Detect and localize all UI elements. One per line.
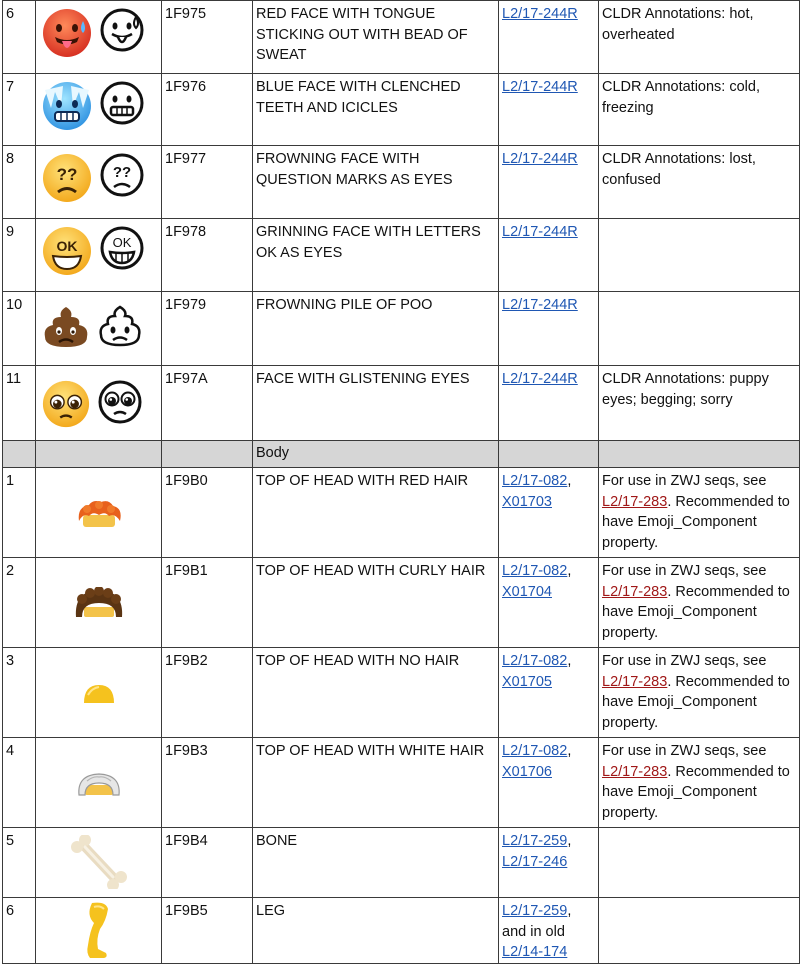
emoji-images bbox=[36, 292, 162, 366]
emoji-proposal-table bbox=[2, 0, 800, 964]
emoji-images bbox=[36, 219, 162, 292]
row-number: 6 bbox=[3, 1, 36, 74]
annotation-note bbox=[599, 219, 800, 292]
annotation-note: For use in ZWJ seqs, see L2/17-283. Recommended to have Emoji_Component property. bbox=[599, 558, 800, 648]
character-name: LEG bbox=[253, 898, 499, 964]
code-point: 1F978 bbox=[162, 219, 253, 292]
emoji-images bbox=[36, 738, 162, 828]
row-number: 7 bbox=[3, 74, 36, 146]
document-links: L2/17-259, and in old L2/14-174 bbox=[499, 898, 599, 964]
table-row bbox=[3, 366, 800, 441]
row-number: 8 bbox=[3, 146, 36, 219]
table-row bbox=[3, 146, 800, 219]
character-name: BLUE FACE WITH CLENCHED TEETH AND ICICLES bbox=[253, 74, 499, 146]
table-row bbox=[3, 648, 800, 738]
cold-face-icon bbox=[41, 80, 93, 132]
document-link-cell bbox=[499, 1, 599, 74]
row-number: 3 bbox=[3, 648, 36, 738]
code-point: 1F9B1 bbox=[162, 558, 253, 648]
annotation-note bbox=[599, 292, 800, 366]
document-link-cell bbox=[499, 146, 599, 219]
emoji-images bbox=[36, 558, 162, 648]
annotation-note: CLDR Annotations: lost, confused bbox=[599, 146, 800, 219]
document-link[interactable]: L2/17-244R bbox=[502, 297, 578, 313]
code-point: 1F979 bbox=[162, 292, 253, 366]
document-link[interactable]: L2/17-244R bbox=[502, 224, 578, 240]
code-point: 1F97A bbox=[162, 366, 253, 441]
code-point: 1F9B4 bbox=[162, 828, 253, 898]
character-name: RED FACE WITH TONGUE STICKING OUT WITH BEAD OF SWEAT bbox=[253, 1, 499, 74]
red-hair-icon bbox=[75, 499, 123, 529]
document-link[interactable]: X01706 bbox=[502, 763, 552, 780]
document-link[interactable]: L2/17-259 bbox=[502, 833, 568, 849]
table-row bbox=[3, 898, 800, 964]
row-number: 5 bbox=[3, 828, 36, 898]
emoji-images bbox=[36, 828, 162, 898]
svg-text:OK: OK bbox=[56, 238, 78, 254]
annotation-note bbox=[599, 828, 800, 898]
table-row bbox=[3, 219, 800, 292]
code-point: 1F9B0 bbox=[162, 468, 253, 558]
document-link[interactable]: X01705 bbox=[502, 673, 552, 690]
confused-face-outline-icon bbox=[99, 152, 145, 198]
section-header-row bbox=[3, 441, 800, 468]
character-name: GRINNING FACE WITH LETTERS OK AS EYES bbox=[253, 219, 499, 292]
annotation-note: CLDR Annotations: hot, overheated bbox=[599, 1, 800, 74]
document-link[interactable]: L2/17-244R bbox=[502, 79, 578, 95]
row-number: 9 bbox=[3, 219, 36, 292]
ok-eyes-face-outline-icon bbox=[99, 225, 145, 271]
code-point: 1F9B5 bbox=[162, 898, 253, 964]
white-hair-icon bbox=[77, 771, 121, 797]
document-link[interactable]: L2/17-082 bbox=[502, 563, 568, 579]
document-links: L2/17-082, X01703 bbox=[499, 468, 599, 558]
document-link[interactable]: X01703 bbox=[502, 493, 552, 510]
emoji-images bbox=[36, 1, 162, 74]
document-link[interactable]: X01704 bbox=[502, 583, 552, 600]
document-link[interactable]: L2/17-082 bbox=[502, 653, 568, 669]
code-point: 1F976 bbox=[162, 74, 253, 146]
row-number: 6 bbox=[3, 898, 36, 964]
character-name: TOP OF HEAD WITH CURLY HAIR bbox=[253, 558, 499, 648]
character-name: FROWNING PILE OF POO bbox=[253, 292, 499, 366]
document-link[interactable]: L2/17-082 bbox=[502, 473, 568, 489]
svg-text:??: ?? bbox=[56, 165, 78, 184]
document-link-cell bbox=[499, 219, 599, 292]
annotation-note: For use in ZWJ seqs, see L2/17-283. Recommended to have Emoji_Component property. bbox=[599, 468, 800, 558]
emoji-images bbox=[36, 366, 162, 441]
svg-text:??: ?? bbox=[112, 164, 132, 181]
table-row bbox=[3, 828, 800, 898]
zwj-reference-link[interactable]: L2/17-283 bbox=[602, 493, 668, 510]
zwj-reference-link[interactable]: L2/17-283 bbox=[602, 763, 668, 780]
leg-icon bbox=[82, 901, 116, 959]
table-row bbox=[3, 74, 800, 146]
pile-of-poo-outline-icon bbox=[97, 303, 143, 349]
hot-face-outline-icon bbox=[99, 7, 145, 53]
emoji-images bbox=[36, 468, 162, 558]
ok-eyes-face-icon bbox=[41, 225, 93, 277]
table-row bbox=[3, 292, 800, 366]
confused-face-icon bbox=[41, 152, 93, 204]
annotation-note: For use in ZWJ seqs, see L2/17-283. Recommended to have Emoji_Component property. bbox=[599, 648, 800, 738]
zwj-reference-link[interactable]: L2/17-283 bbox=[602, 673, 668, 690]
table-row bbox=[3, 558, 800, 648]
emoji-images bbox=[36, 74, 162, 146]
document-link[interactable]: L2/17-244R bbox=[502, 6, 578, 22]
document-link[interactable]: L2/17-246 bbox=[502, 853, 568, 870]
hot-face-icon bbox=[41, 7, 93, 59]
annotation-note: CLDR Annotations: puppy eyes; begging; sorry bbox=[599, 366, 800, 441]
document-links: L2/17-082, X01706 bbox=[499, 738, 599, 828]
row-number: 2 bbox=[3, 558, 36, 648]
emoji-images bbox=[36, 898, 162, 964]
document-link[interactable]: L2/17-244R bbox=[502, 151, 578, 167]
annotation-note bbox=[599, 898, 800, 964]
character-name: TOP OF HEAD WITH WHITE HAIR bbox=[253, 738, 499, 828]
table-row bbox=[3, 468, 800, 558]
svg-text:OK: OK bbox=[112, 235, 132, 250]
document-link[interactable]: L2/14-174 bbox=[502, 944, 568, 960]
cold-face-outline-icon bbox=[99, 80, 145, 126]
document-link[interactable]: L2/17-259 bbox=[502, 903, 568, 919]
table-row bbox=[3, 1, 800, 74]
table-row bbox=[3, 738, 800, 828]
document-link-cell bbox=[499, 74, 599, 146]
document-links: L2/17-082, X01705 bbox=[499, 648, 599, 738]
pleading-face-icon bbox=[41, 379, 91, 429]
character-name: BONE bbox=[253, 828, 499, 898]
row-number: 4 bbox=[3, 738, 36, 828]
zwj-reference-link[interactable]: L2/17-283 bbox=[602, 583, 668, 600]
document-link[interactable]: L2/17-082 bbox=[502, 743, 568, 759]
section-title: Body bbox=[253, 441, 499, 468]
emoji-images bbox=[36, 648, 162, 738]
document-links: L2/17-082, X01704 bbox=[499, 558, 599, 648]
document-link-cell bbox=[499, 292, 599, 366]
character-name: FROWNING FACE WITH QUESTION MARKS AS EYES bbox=[253, 146, 499, 219]
code-point: 1F977 bbox=[162, 146, 253, 219]
document-links: L2/17-259, L2/17-246 bbox=[499, 828, 599, 898]
annotation-note: CLDR Annotations: cold, freezing bbox=[599, 74, 800, 146]
code-point: 1F9B3 bbox=[162, 738, 253, 828]
character-name: TOP OF HEAD WITH NO HAIR bbox=[253, 648, 499, 738]
document-note: and in old bbox=[502, 923, 565, 940]
document-link[interactable]: L2/17-244R bbox=[502, 371, 578, 387]
bald-head-icon bbox=[82, 683, 116, 705]
code-point: 1F9B2 bbox=[162, 648, 253, 738]
emoji-images bbox=[36, 146, 162, 219]
character-name: FACE WITH GLISTENING EYES bbox=[253, 366, 499, 441]
row-number: 1 bbox=[3, 468, 36, 558]
row-number: 10 bbox=[3, 292, 36, 366]
bone-icon bbox=[71, 835, 127, 889]
pleading-face-outline-icon bbox=[97, 379, 143, 425]
row-number: 11 bbox=[3, 366, 36, 441]
annotation-note: For use in ZWJ seqs, see L2/17-283. Recommended to have Emoji_Component property. bbox=[599, 738, 800, 828]
pile-of-poo-icon bbox=[41, 303, 91, 351]
character-name: TOP OF HEAD WITH RED HAIR bbox=[253, 468, 499, 558]
document-link-cell bbox=[499, 366, 599, 441]
code-point: 1F975 bbox=[162, 1, 253, 74]
curly-hair-icon bbox=[74, 587, 124, 619]
